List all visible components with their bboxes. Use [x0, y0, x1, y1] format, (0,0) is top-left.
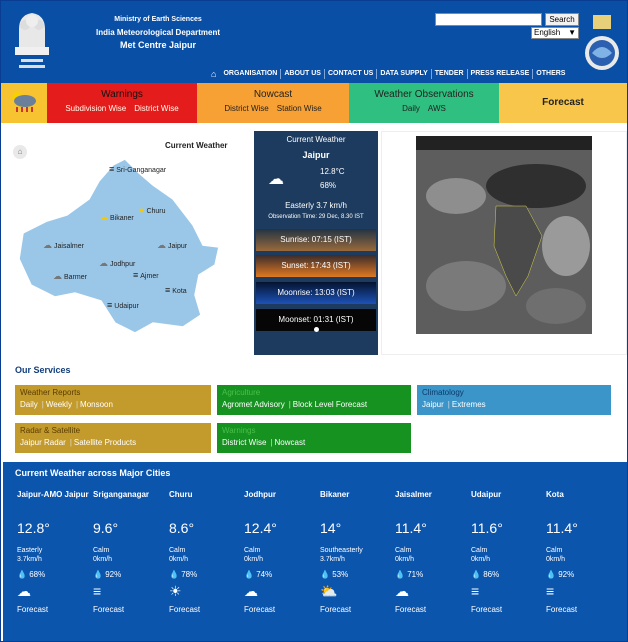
city-name: Jaipur-AMO Jaipur — [17, 490, 89, 499]
city-temperature: 11.4° — [546, 520, 578, 536]
sunset-time: Sunset: 17:43 (IST) — [256, 255, 376, 277]
weather-menu-icon-cell[interactable] — [1, 83, 47, 123]
map-city-ajmer[interactable]: ≡ Ajmer — [133, 270, 159, 280]
map-city-barmer[interactable]: ☁ Barmer — [53, 271, 87, 281]
nowcast-district-link[interactable]: District Wise — [224, 104, 269, 113]
city-forecast-link[interactable]: Forecast — [320, 605, 352, 614]
city-wind-direction: Easterly — [17, 547, 43, 554]
agromet-advisory-link[interactable]: Agromet Advisory — [222, 400, 285, 409]
map-city-jodhpur[interactable]: ☁ Jodhpur — [99, 258, 136, 268]
nav-data-supply[interactable]: DATA SUPPLY — [377, 69, 431, 79]
city-humidity — [320, 570, 394, 579]
current-temperature: 12.8°C — [320, 167, 345, 176]
observations-menu[interactable] — [349, 83, 499, 123]
nowcast-title[interactable]: Nowcast — [253, 89, 293, 100]
major-cities-section — [3, 462, 627, 641]
cloudy-icon: ☁ — [244, 583, 258, 599]
cloudy-icon: ☁ — [43, 240, 52, 250]
sun-icon: ☀ — [169, 583, 182, 599]
warnings-district-link[interactable]: District Wise — [134, 104, 179, 113]
city-name: Sriganganagar — [93, 490, 150, 499]
city-forecast-link[interactable]: Forecast — [169, 605, 201, 614]
radar-satellite-title: Radar & Satellite — [20, 426, 81, 435]
warnings-service-title: Warnings — [222, 426, 256, 435]
city-humidity-value: 68% — [29, 570, 46, 579]
satellite-products-link[interactable]: Satellite Products — [73, 438, 137, 447]
city-column[interactable] — [93, 490, 167, 614]
city-forecast-link[interactable]: Forecast — [471, 605, 503, 614]
warnings-nowcast-link[interactable]: Nowcast — [274, 438, 306, 447]
nowcast-menu[interactable] — [197, 83, 349, 123]
block-level-forecast-link[interactable]: Block Level Forecast — [292, 400, 368, 409]
humidity-drop-icon: 💧 — [17, 570, 27, 579]
map-city-jaisalmer[interactable]: ☁ Jaisalmer — [43, 240, 84, 250]
partly-cloudy-icon: ⛅ — [320, 583, 338, 599]
city-column[interactable] — [244, 490, 318, 614]
fog-icon: ≡ — [133, 270, 139, 280]
city-wind-speed: 0km/h — [169, 556, 189, 563]
rajasthan-map-panel — [3, 131, 251, 355]
humidity-drop-icon: 💧 — [169, 570, 179, 579]
cloud-rain-icon — [1, 83, 47, 123]
service-climatology: Climatology Jaipur | Extremes — [417, 385, 611, 415]
city-column[interactable] — [169, 490, 243, 614]
fog-icon: ≡ — [471, 583, 480, 599]
nav-tender[interactable]: TENDER — [432, 69, 468, 79]
city-temperature: 12.8° — [17, 520, 50, 536]
map-city-jaipur[interactable]: ☁ Jaipur — [157, 240, 188, 250]
observation-time: Observation Time: 29 Dec, 8.30 IST — [268, 214, 364, 220]
sun-icon: ● — [139, 205, 145, 215]
fog-icon: ≡ — [546, 583, 555, 599]
weather-reports-weekly-link[interactable]: Weekly — [45, 400, 72, 409]
centre-name: Met Centre Jaipur — [119, 40, 197, 50]
moonset-block — [256, 309, 376, 331]
city-column[interactable] — [546, 490, 620, 614]
humidity-drop-icon: 💧 — [395, 570, 405, 579]
org-name-block — [1, 13, 315, 52]
service-radar-satellite: Radar & Satellite Jaipur Radar | Satellite Products — [15, 423, 211, 453]
city-wind-speed: 0km/h — [244, 556, 264, 563]
satellite-image-caption — [416, 136, 592, 150]
climatology-extremes-link[interactable]: Extremes — [451, 400, 486, 409]
city-temperature: 11.4° — [395, 520, 427, 536]
city-temperature: 9.6° — [93, 520, 119, 536]
forecast-title[interactable]: Forecast — [542, 97, 584, 108]
city-wind-direction: Southeasterly — [320, 547, 363, 554]
weather-reports-monsoon-link[interactable]: Monsoon — [80, 400, 113, 409]
city-column[interactable] — [320, 490, 394, 614]
current-weather-card — [254, 131, 378, 355]
nav-others[interactable]: OTHERS — [536, 70, 566, 77]
cloudy-icon: ☁ — [17, 583, 31, 599]
moon-icon — [314, 327, 319, 332]
city-forecast-link[interactable]: Forecast — [93, 605, 125, 614]
city-humidity-value: 74% — [256, 570, 273, 579]
map-city-udaipur[interactable]: ≡ Udaipur — [107, 300, 139, 310]
satellite-panel — [381, 131, 627, 355]
ministry-name: Ministry of Earth Sciences — [114, 16, 202, 23]
city-humidity-value: 92% — [558, 570, 575, 579]
map-home-icon[interactable]: ⌂ — [13, 145, 27, 159]
weather-reports-daily-link[interactable]: Daily — [20, 400, 38, 409]
city-humidity-value: 53% — [332, 570, 349, 579]
service-warnings: Warnings District Wise | Nowcast — [217, 423, 411, 453]
city-forecast-link[interactable]: Forecast — [244, 605, 276, 614]
city-column[interactable] — [17, 490, 91, 614]
moonset-time: Moonset: 01:31 (IST) — [278, 315, 354, 324]
top-nav — [211, 68, 568, 80]
current-city-name: Jaipur — [302, 150, 330, 160]
humidity-drop-icon: 💧 — [546, 570, 556, 579]
cities-title: Current Weather across Major Cities — [15, 468, 171, 478]
cloudy-icon: ☁ — [53, 271, 62, 281]
jaipur-radar-link[interactable]: Jaipur Radar — [20, 438, 66, 447]
header — [1, 1, 627, 83]
city-wind-direction: Calm — [546, 547, 563, 554]
observations-daily-link[interactable]: Daily — [402, 104, 420, 113]
nav-about-us[interactable]: ABOUT US — [281, 69, 325, 79]
service-weather-reports: Weather Reports Daily | Weekly | Monsoon — [15, 385, 211, 415]
climatology-jaipur-link[interactable]: Jaipur — [422, 400, 444, 409]
map-city-kota[interactable]: ≡ Kota — [165, 285, 187, 295]
department-name: India Meteorological Department — [95, 28, 221, 37]
warnings-subdivision-link[interactable]: Subdivision Wise — [65, 104, 127, 113]
current-weather-heading: Current Weather — [286, 135, 346, 144]
city-humidity — [546, 570, 620, 579]
search-input[interactable] — [435, 13, 542, 26]
nav-press-release[interactable]: PRESS RELEASE — [468, 69, 534, 79]
city-humidity — [471, 570, 545, 579]
fog-icon: ≡ — [165, 285, 171, 295]
fog-icon: ≡ — [109, 164, 115, 174]
cloudy-icon: ☁ — [395, 583, 409, 599]
climatology-title: Climatology — [422, 388, 464, 397]
city-wind-speed: 0km/h — [546, 556, 566, 563]
humidity-drop-icon: 💧 — [471, 570, 481, 579]
humidity-drop-icon: 💧 — [93, 570, 103, 579]
city-humidity — [244, 570, 318, 579]
humidity-drop-icon: 💧 — [320, 570, 330, 579]
city-name: Udaipur — [471, 490, 502, 499]
city-wind-direction: Calm — [93, 547, 110, 554]
city-wind-speed: 3.7km/h — [320, 556, 345, 563]
fog-icon: ≡ — [107, 300, 113, 310]
city-humidity-value: 92% — [105, 570, 122, 579]
service-agriculture: Agriculture Agromet Advisory | Block Level Forecast — [217, 385, 411, 415]
city-humidity — [169, 570, 243, 579]
fog-icon: ≡ — [93, 583, 102, 599]
cloudy-icon: ☁ — [157, 240, 166, 250]
sunrise-time: Sunrise: 07:15 (IST) — [256, 229, 376, 251]
city-temperature: 11.6° — [471, 520, 503, 536]
services-title: Our Services — [15, 365, 71, 375]
city-humidity-value: 86% — [483, 570, 500, 579]
city-name: Churu — [169, 490, 193, 499]
forecast-menu[interactable] — [499, 83, 627, 123]
language-value: English — [534, 28, 561, 37]
services-section — [3, 359, 627, 459]
city-wind-speed: 3.7km/h — [17, 556, 42, 563]
current-wind: Easterly 3.7 km/h — [285, 201, 347, 210]
city-temperature: 14° — [320, 520, 342, 536]
search-button[interactable]: Search — [545, 13, 579, 26]
rajasthan-map[interactable] — [3, 155, 251, 351]
map-city-churu[interactable]: ● Churu — [139, 205, 166, 215]
observations-aws-link[interactable]: AWS — [427, 104, 446, 113]
weather-reports-title: Weather Reports — [20, 388, 81, 397]
city-humidity — [17, 570, 91, 579]
city-temperature: 8.6° — [169, 520, 195, 536]
city-temperature: 12.4° — [244, 520, 277, 536]
city-forecast-link[interactable]: Forecast — [546, 605, 578, 614]
warnings-district-wise-link[interactable]: District Wise — [222, 438, 267, 447]
satellite-image-graphic — [416, 136, 592, 334]
city-name: Jaisalmer — [395, 490, 432, 499]
city-wind-direction: Calm — [169, 547, 186, 554]
agriculture-title: Agriculture — [222, 388, 261, 397]
city-name: Kota — [546, 490, 564, 499]
city-name: Bikaner — [320, 490, 350, 499]
imd-logo-icon — [583, 13, 621, 75]
humidity-drop-icon: 💧 — [244, 570, 254, 579]
city-humidity-value: 78% — [181, 570, 198, 579]
city-wind-speed: 0km/h — [395, 556, 415, 563]
cloudy-icon: ☁ — [268, 171, 284, 188]
moonrise-time: Moonrise: 13:03 (IST) — [256, 282, 376, 304]
satellite-image[interactable] — [416, 136, 592, 334]
city-humidity-value: 71% — [407, 570, 424, 579]
city-wind-speed: 0km/h — [93, 556, 113, 563]
city-column[interactable] — [471, 490, 545, 614]
nav-contact-us[interactable]: CONTACT US — [325, 69, 377, 79]
nav-organisation[interactable]: ORGANISATION — [220, 69, 281, 79]
city-humidity — [395, 570, 469, 579]
city-humidity — [93, 570, 167, 579]
city-wind-direction: Calm — [244, 547, 261, 554]
city-wind-direction: Calm — [395, 547, 412, 554]
warnings-menu[interactable] — [47, 83, 197, 123]
map-city-bikaner[interactable]: ☁ Bikaner — [99, 212, 134, 222]
warnings-title[interactable]: Warnings — [101, 89, 143, 100]
chevron-down-icon: ▼ — [568, 28, 576, 37]
menu-bar — [1, 83, 627, 123]
city-wind-speed: 0km/h — [471, 556, 491, 563]
current-humidity: 68% — [320, 181, 337, 190]
map-title: Current Weather — [165, 141, 228, 150]
observations-title[interactable]: Weather Observations — [374, 89, 474, 100]
city-forecast-link[interactable]: Forecast — [395, 605, 427, 614]
language-select[interactable] — [531, 27, 579, 39]
cloudy-icon: ☁ — [99, 258, 108, 268]
nowcast-station-link[interactable]: Station Wise — [276, 104, 322, 113]
partly-cloudy-icon: ☁ — [99, 212, 108, 222]
city-column[interactable] — [395, 490, 469, 614]
city-name: Jodhpur — [244, 490, 276, 499]
city-forecast-link[interactable]: Forecast — [17, 605, 49, 614]
home-icon[interactable]: ⌂ — [211, 69, 217, 79]
city-wind-direction: Calm — [471, 547, 488, 554]
map-city-sriganganagar[interactable]: ≡ Sri-Ganganagar — [109, 164, 167, 174]
